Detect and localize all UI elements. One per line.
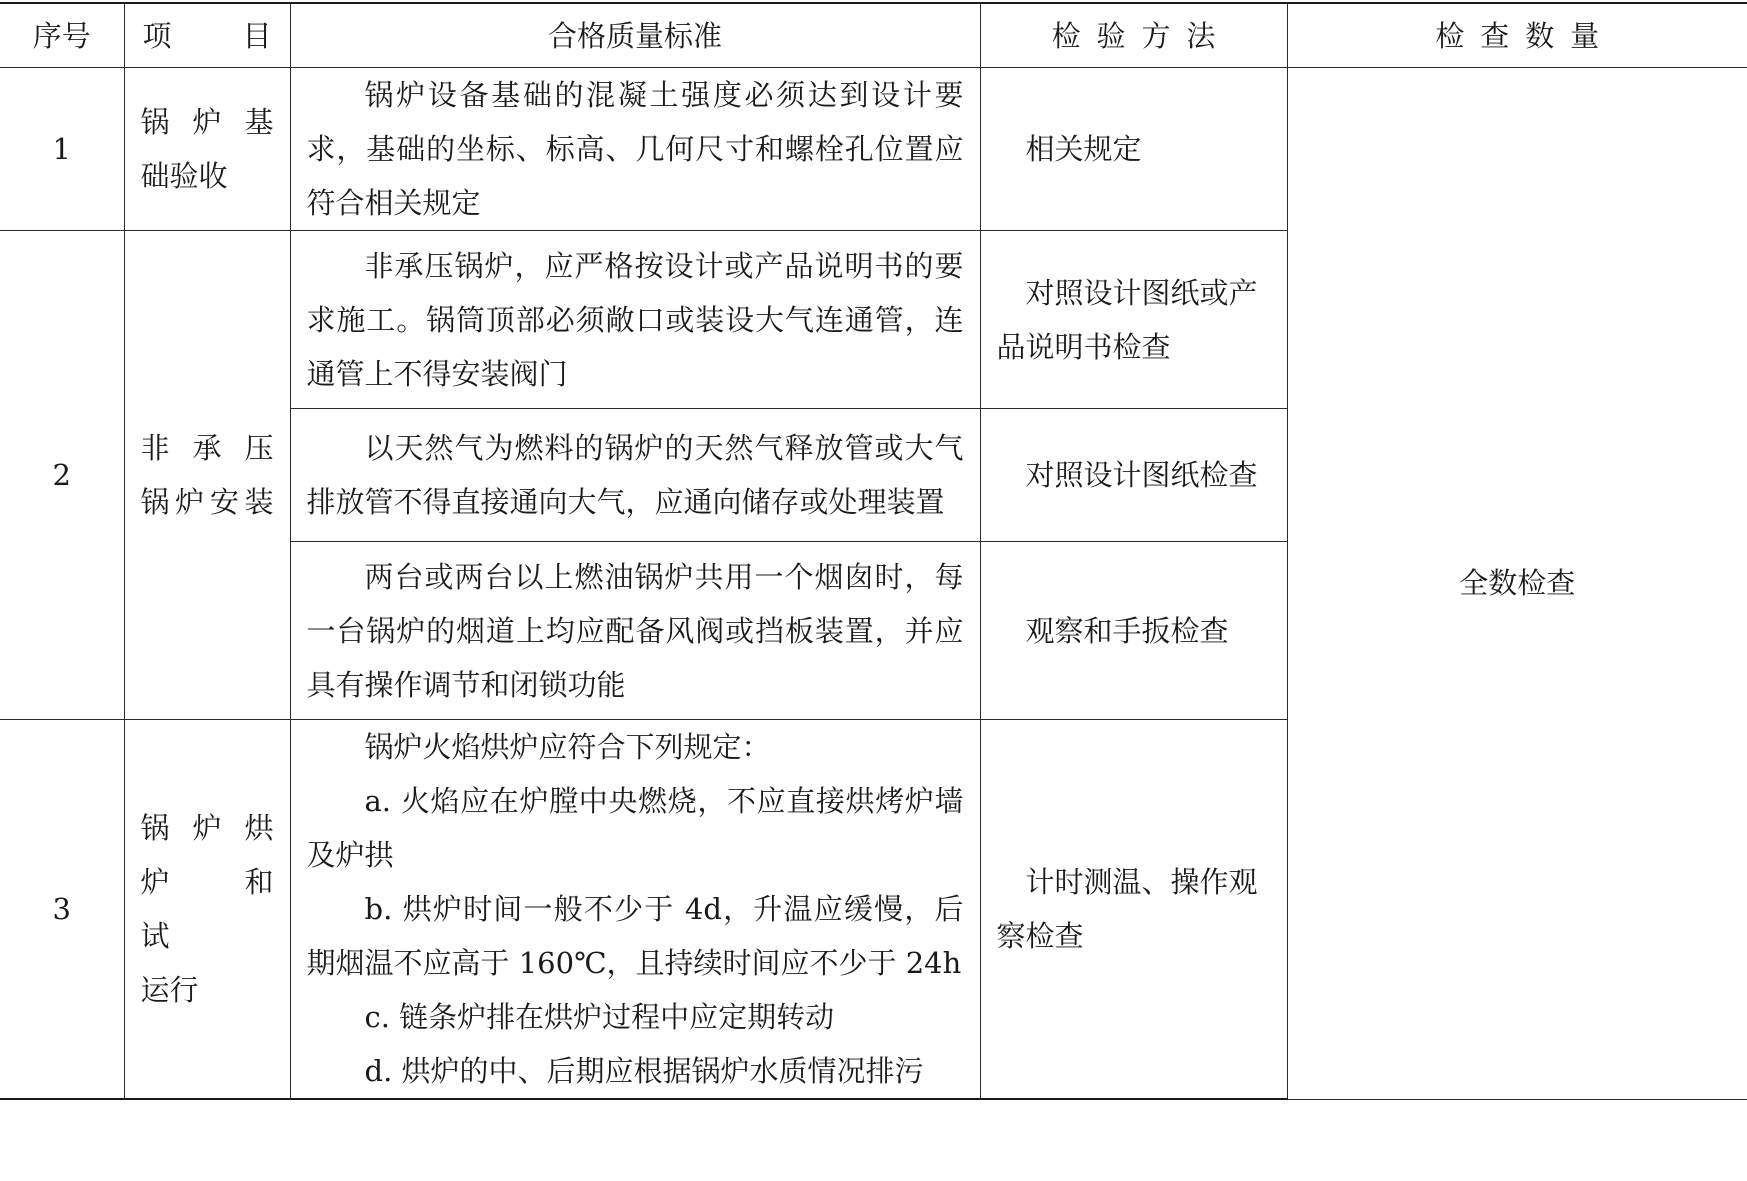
row-method	[980, 409, 1287, 542]
header-quantity	[1287, 3, 1747, 68]
standard-text: d. 烘炉的中、后期应根据锅炉水质情况排污	[364, 1054, 924, 1088]
row-item-line: 运行	[140, 973, 199, 1007]
row-item	[124, 68, 290, 231]
method-text: 相关规定	[1025, 132, 1142, 166]
standard-text: 锅炉火焰烘炉应符合下列规定：	[364, 730, 771, 764]
row-method	[980, 720, 1287, 1100]
standard-text: 非承压锅炉，应严格按设计或产品说明书的要求施工。锅筒顶部必须敞口或装设大气连通管，连通管上不得安装阀门	[306, 248, 964, 391]
header-quantity-label: 检查数量	[1435, 18, 1616, 53]
row-item-line: 础验收	[140, 159, 228, 193]
quality-standard-table	[0, 2, 1747, 1100]
header-seq: 序号	[0, 3, 124, 68]
method-text: 观察和手扳检查	[1025, 613, 1229, 648]
row-standard	[290, 720, 980, 1100]
row-item-line: 锅炉安装	[140, 485, 274, 519]
row-standard	[290, 231, 980, 409]
header-method	[980, 3, 1287, 68]
row-item-line: 非承压	[140, 431, 274, 465]
table-row	[0, 68, 1747, 231]
row-item	[124, 231, 290, 720]
row-item-line: 锅炉基	[140, 105, 274, 139]
method-text: 对照设计图纸或产品说明书检查	[996, 275, 1258, 364]
standard-text: b. 烘炉时间一般不少于 4d，升温应缓慢，后期烟温不应高于 160℃，且持续时间应不少于 24h	[306, 892, 964, 980]
row-method	[980, 542, 1287, 720]
standard-text: 锅炉设备基础的混凝土强度必须达到设计要求，基础的坐标、标高、几何尺寸和螺栓孔位置应符合相关规定	[306, 78, 964, 220]
header-item-label: 项 目	[142, 18, 272, 53]
quantity-cell: 全数检查	[1287, 68, 1747, 1100]
row-method	[980, 231, 1287, 409]
row-method	[980, 68, 1287, 231]
standard-text: 以天然气为燃料的锅炉的天然气释放管或大气排放管不得直接通向大气，应通向储存或处理装置	[306, 431, 964, 519]
standard-text: c. 链条炉排在烘炉过程中应定期转动	[364, 1000, 835, 1034]
row-standard	[290, 68, 980, 231]
method-text: 计时测温、操作观察检查	[996, 865, 1258, 953]
header-item	[124, 3, 290, 68]
row-standard	[290, 409, 980, 542]
row-standard	[290, 542, 980, 720]
row-seq: 1	[0, 68, 124, 231]
header-method-label: 检验方法	[1051, 18, 1232, 53]
header-standard: 合格质量标准	[290, 3, 980, 68]
row-seq: 2	[0, 231, 124, 720]
standard-text: 两台或两台以上燃油锅炉共用一个烟囱时，每一台锅炉的烟道上均应配备风阀或挡板装置，并应具有操作调节和闭锁功能	[306, 559, 964, 702]
row-item-line: 炉 和 试	[140, 865, 303, 953]
method-text: 对照设计图纸检查	[1025, 458, 1258, 492]
standard-text: a. 火焰应在炉膛中央燃烧，不应直接烘烤炉墙及炉拱	[306, 784, 964, 872]
header-row	[0, 3, 1747, 68]
row-seq: 3	[0, 720, 124, 1100]
row-item	[124, 720, 303, 1100]
row-item-line: 锅炉烘	[140, 811, 274, 845]
